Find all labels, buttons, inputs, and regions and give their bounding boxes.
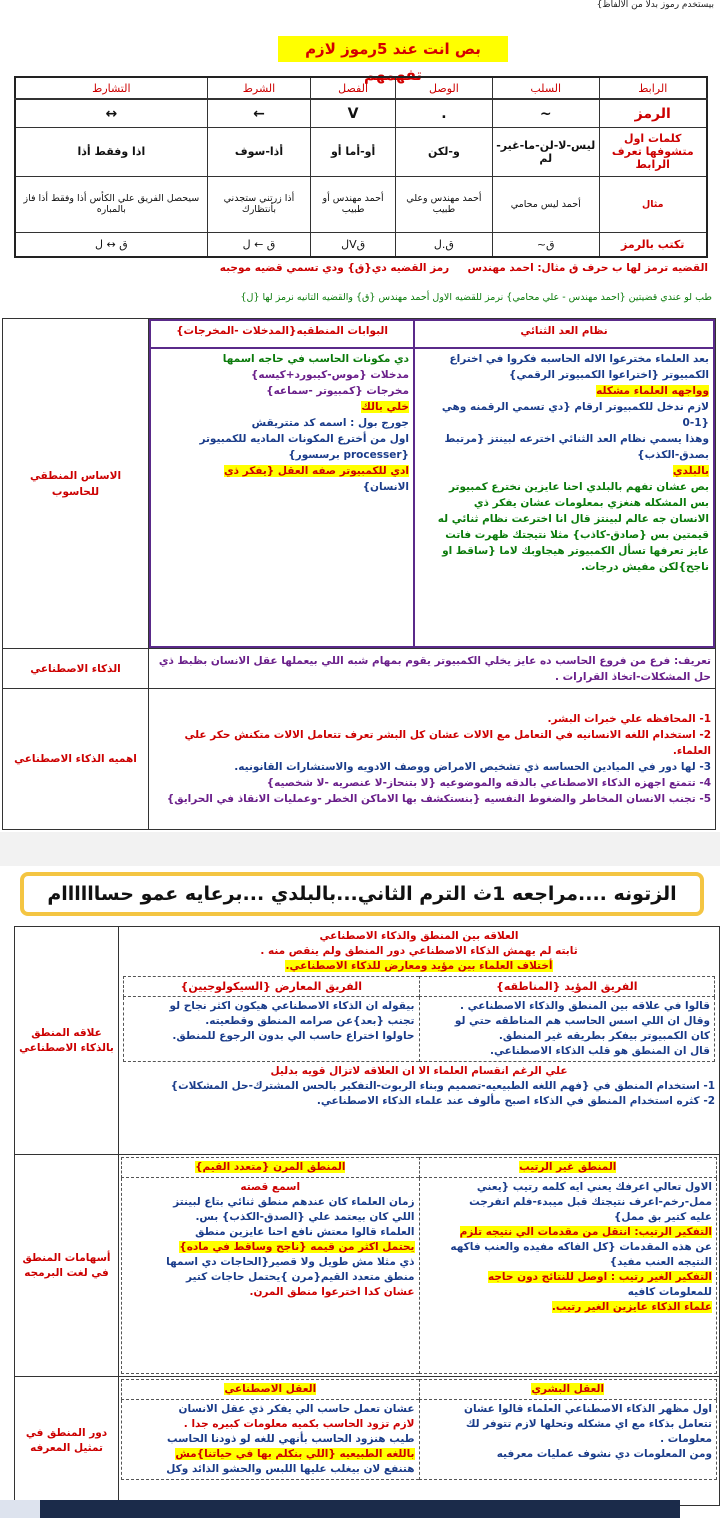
programming-body-row bbox=[122, 1178, 717, 1374]
text-line: لازم تزود الحاسب بكميه معلومات كبيره جدا . bbox=[183, 1418, 415, 1430]
fuzzy-logic-header: المنطق المرن {متعدد القيم} bbox=[122, 1158, 420, 1178]
text-line: دي مكونات الحاسب في حاجه اسمها bbox=[222, 353, 409, 365]
mind-label: دور المنطق في تمثيل المعرفه bbox=[15, 1377, 119, 1506]
text-line: الكمبيوتر {اختراعوا الكمبيوتر الرقمي} bbox=[508, 369, 709, 381]
top-note bbox=[6, 0, 714, 24]
importance-item: 2- استخدام اللغه الانسانيه في التعامل مع الالات عشان كل البشر تعرف تتعامل الالات متكنش حكر علي العلماء. bbox=[184, 729, 711, 757]
non-monotonic-text bbox=[419, 1178, 717, 1374]
symbol-cell: V bbox=[311, 99, 396, 127]
highlight-line: باللغه الطبيعيه {اللي بنكلم بها في حياتنا}مش bbox=[175, 1448, 415, 1460]
text-line: {processer برسسور} bbox=[288, 449, 409, 461]
logic-basis-table bbox=[2, 318, 716, 830]
highlight-line: بالبلدي bbox=[672, 465, 709, 477]
example-cell: أحمد ليس محامي bbox=[492, 176, 599, 233]
keywords-row bbox=[15, 128, 707, 177]
row-label: تكتب بالرمز bbox=[599, 233, 707, 257]
row-label: كلمات اول متشوفها تعرف الرابط bbox=[599, 128, 707, 177]
mind-row bbox=[15, 1377, 720, 1506]
text-line: بص عشان تفهم بالبلدي احنا عايزين نخترع كمبيوتر bbox=[448, 481, 709, 493]
text-line: عايز تعرفها تسأل الكمبيوتر هيجاوبك لاما {ساقط او bbox=[442, 545, 709, 557]
text-line: علي الرغم انقسام العلماء الا ان العلاقه لاتزال قويه بدليل bbox=[270, 1065, 568, 1077]
importance-item: 5- تجنب الانسان المخاطر والضغوط النفسيه {بنستكشف بها الاماكن الخطر -وعمليات الانقاذ في الحرايق} bbox=[166, 793, 711, 805]
header-cell: الشرط bbox=[207, 77, 311, 99]
header-cell: التشارط bbox=[15, 77, 207, 99]
text-line: منطق متعدد القيم{مرن }يحتمل حاجات كتير bbox=[186, 1271, 415, 1283]
text-line: عشان تعمل حاسب الي يفكر ذي عقل الانسان bbox=[178, 1403, 415, 1415]
relation-content bbox=[119, 927, 720, 1155]
ai-importance-label: اهميه الذكاء الاصطناعي bbox=[3, 689, 149, 830]
text-line: مدخلات {موس-كيبورد+كيسه} bbox=[250, 369, 409, 381]
artificial-mind-text bbox=[122, 1400, 420, 1480]
binary-content bbox=[149, 319, 716, 649]
notation-cell: ق ↔ ل bbox=[15, 233, 207, 257]
highlight-line: علماء الذكاء عايزين الغير رتيب. bbox=[551, 1301, 712, 1313]
symbols-table bbox=[14, 76, 708, 258]
text-line: 1- استخدام المنطق في {فهم اللغه الطبيعيه-تصميم وبناء الربوت-التفكير بالحس المشترك-حل المشكلات} bbox=[170, 1080, 715, 1092]
highlight-line: ادي للكمبيوتر صفه العقل {يفكر ذي bbox=[224, 465, 409, 477]
top-note-line: بيستخدم رموز بدلا من الالفاظ} bbox=[596, 0, 714, 10]
programming-header-row bbox=[122, 1158, 717, 1178]
text-line: جورج بول : اسمه كد متتريقش bbox=[251, 417, 409, 429]
con-team-header: الفريق المعارض {السيكولوجيين} bbox=[124, 977, 420, 997]
symbols-row bbox=[15, 99, 707, 127]
ai-label: الذكاء الاصطناعي bbox=[3, 649, 149, 689]
row-label: الرمز bbox=[599, 99, 707, 127]
binary-header-row bbox=[150, 320, 714, 348]
proposition-note-a: القضيه ترمز لها ب حرف ق مثال: احمد مهندس bbox=[467, 262, 708, 274]
section-title-review: الزتونه ....مراجعه 1ث الترم الثاني...بالبلدي ...برعايه عمو حساااااام bbox=[20, 872, 704, 916]
notation-cell: قVل bbox=[311, 233, 396, 257]
bottom-bar-edge bbox=[0, 1500, 40, 1518]
text-line: الانسان} bbox=[362, 481, 409, 493]
text-line: معلومات . bbox=[660, 1433, 712, 1445]
text-line: قيمتين بس {صادق-كاذب} مثلا نتيجتك ظهرت فاتت bbox=[445, 529, 709, 541]
text-line: الاول تعالي اعرفك يعني ايه كلمه رتيب {يعني bbox=[476, 1181, 712, 1193]
mind-content bbox=[119, 1377, 720, 1506]
human-mind-text bbox=[419, 1400, 717, 1480]
text-line: زمان العلماء كان عندهم منطق ثنائي بتاع لبينتز bbox=[173, 1196, 415, 1208]
binary-row bbox=[3, 319, 716, 649]
artificial-mind-header: العقل الاصطناعي bbox=[122, 1380, 420, 1400]
importance-item: 3- لها دور في الميادين الحساسه ذي تشخيص الامراض ووصف الادويه والاستشارات القانونيه. bbox=[234, 761, 711, 773]
text-line: قالوا في علاقه بين المنطق والذكاء الاصطناعي . bbox=[459, 1000, 710, 1012]
pro-team-text bbox=[419, 997, 715, 1062]
symbol-cell: ↔ bbox=[15, 99, 207, 127]
highlight-line: يحتمل اكثر من قيمه {ناجح وساقط في ماده} bbox=[179, 1241, 415, 1253]
text-line: قال ان المنطق هو قلب الذكاء الاصطناعي. bbox=[490, 1045, 710, 1057]
programming-row bbox=[15, 1155, 720, 1377]
text-line: لازم ندخل للكمبيوتر ارقام {دي تسمي الرقمنه وهي bbox=[441, 401, 709, 413]
proposition-note bbox=[8, 262, 708, 274]
ai-definition: تعريف: فرع من فروع الحاسب ده عايز يخلي الكمبيوتر يقوم بمهام شبه اللي بيعملها عقل الانسان بظبط ذي حل المشكلات-اتخاذ القرارات . bbox=[149, 649, 716, 689]
pro-team-header: الفريق المؤيد {المناطقه} bbox=[419, 977, 715, 997]
text-line: هتنفع لان بيغلب عليها اللبس والحشو الذائد وكل bbox=[166, 1463, 415, 1475]
relation-row bbox=[15, 927, 720, 1155]
text-line: 2- كثره استخدام المنطق في الذكاء اصبح مألوف عند علماء الذكاء الاصطناعي. bbox=[316, 1095, 715, 1107]
text-line: وقال ان اللي اسس الحاسب هم المناطقه حتي لو bbox=[454, 1015, 710, 1027]
binary-inner-table bbox=[149, 319, 715, 648]
highlight-line: التفكير الرتيب: انتقل من مقدمات الي نتيجه تلزم bbox=[459, 1226, 712, 1238]
text-line: ومن المعلومات دي نشوف عمليات معرفيه bbox=[496, 1448, 712, 1460]
binary-system-text bbox=[414, 348, 714, 647]
text-line: مخرجات {كمبيوتر -سماعه} bbox=[266, 385, 409, 397]
fuzzy-logic-text bbox=[122, 1178, 420, 1374]
section-title-symbols: بص انت عند 5رموز لازم تفهمهم bbox=[278, 36, 508, 62]
header-cell: السلب bbox=[492, 77, 599, 99]
example-cell: أحمد مهندس وعلي طبيب bbox=[395, 176, 492, 233]
page-divider bbox=[0, 832, 720, 866]
text-line: عليه كتير بق ممل} bbox=[613, 1211, 712, 1223]
text-line: حاولوا اختراع حاسب الي بدون الرجوع للمنطق. bbox=[172, 1030, 415, 1042]
non-monotonic-header: المنطق غير الرتيب bbox=[419, 1158, 717, 1178]
row-label: مثال bbox=[599, 176, 707, 233]
review-table bbox=[14, 926, 720, 1506]
programming-inner-table bbox=[121, 1157, 717, 1374]
binary-body-row bbox=[150, 348, 714, 647]
text-line: النتيجه العنب مفيد} bbox=[609, 1256, 712, 1268]
proposition-note-b: رمز القضيه دي{ق} ودي تسمي قضيه موجبه bbox=[219, 262, 450, 274]
text-line: وهذا يسمي نظام العد الثنائي اخترعه لبينتز {مرتبط bbox=[444, 433, 709, 445]
ai-importance-row bbox=[3, 689, 716, 830]
text-line: بس المشكله هنغزي بمعلومات عشان يفكر ذي bbox=[473, 497, 709, 509]
mind-body-row bbox=[122, 1400, 717, 1480]
symbol-cell: ~ bbox=[492, 99, 599, 127]
notation-row bbox=[15, 233, 707, 257]
header-cell: الفصل bbox=[311, 77, 396, 99]
text-line: الانسان جه عالم لبينتز قال انا اخترعت نظام ثنائي له bbox=[437, 513, 709, 525]
text-line: ذي مثلا مش طويل ولا قصير{الحاجات دي اسمها bbox=[166, 1256, 415, 1268]
pro-con-body-row bbox=[124, 997, 715, 1062]
logic-basis-label: الاساس المنطقي للحاسوب bbox=[3, 319, 149, 649]
symbols-header-row bbox=[15, 77, 707, 99]
pro-con-header-row bbox=[124, 977, 715, 997]
symbol-cell: . bbox=[395, 99, 492, 127]
text-line: طيب هنزود الحاسب بأنهي للغه لو ذودنا الحاسب bbox=[167, 1433, 415, 1445]
logic-gates-header: البوابات المنطقيه{المدخلات -المخرجات} bbox=[150, 320, 414, 348]
pro-con-table bbox=[123, 976, 715, 1062]
text-line: ثابته لم يهمش الذكاء الاصطناعي دور المنطق ولم ينقص منه . bbox=[260, 945, 578, 957]
text-line: عشان كدا اخترعوا منطق المرن. bbox=[249, 1286, 415, 1298]
mind-header-row bbox=[122, 1380, 717, 1400]
two-propositions-note: طب لو عندي قضيتين {احمد مهندس - علي محامي} نرمز للقضيه الاول أحمد مهندس {ق} والقضيه التانيه نرمز لها {ل} bbox=[240, 292, 712, 303]
programming-content bbox=[119, 1155, 720, 1377]
keyword-cell: ليس-لا-لن-ما-غير-لم bbox=[492, 128, 599, 177]
text-line: للمعلومات كافيه bbox=[627, 1286, 712, 1298]
text-line: اللي كان بيعتمد علي {الصدق-الكذب} بس. bbox=[195, 1211, 415, 1223]
text-line: كان الكمبيوتر بيفكر بطريقه غير المنطق. bbox=[498, 1030, 710, 1042]
human-mind-header: العقل البشري bbox=[419, 1380, 717, 1400]
keyword-cell: اذا وفقط أذا bbox=[15, 128, 207, 177]
importance-item: 4- تتمتع اجهزه الذكاء الاصطناعي بالدقه والموضوعيه {لا بتنحاز-لا عنصريه -لا شخصيه} bbox=[266, 777, 711, 789]
mind-inner-table bbox=[121, 1379, 717, 1480]
symbol-cell: ← bbox=[207, 99, 311, 127]
text-line: اول من أخترع المكونات الماديه للكمبيوتر bbox=[199, 433, 409, 445]
text-line: بعد العلماء مخترعوا الاله الحاسبه فكروا في اختراع bbox=[449, 353, 709, 365]
keyword-cell: أو-أما أو bbox=[311, 128, 396, 177]
text-line: اول مظهر الذكاء الاصطناعي العلماء قالوا عشان bbox=[463, 1403, 712, 1415]
text-line: تتعامل بذكاء مع اي مشكله وتحلها لازم تتوفر لك bbox=[465, 1418, 712, 1430]
bottom-bar bbox=[40, 1500, 680, 1518]
ai-definition-row bbox=[3, 649, 716, 689]
notation-cell: ق ← ل bbox=[207, 233, 311, 257]
text-line: بيقوله ان الذكاء الاصطناعي هيكون اكثر نجاح لو bbox=[169, 1000, 415, 1012]
programming-label: أسهامات المنطق في لغت البرمجه bbox=[15, 1155, 119, 1377]
text-line: تجنب {بعد}عن صرامه المنطق وقطعيته. bbox=[205, 1015, 415, 1027]
example-cell: أذا زرتني ستجدني بأنتظارك bbox=[207, 176, 311, 233]
text-line: بصدق-الكذب} bbox=[637, 449, 709, 461]
highlight-line: أختلاف العلماء بين مؤيد ومعارض للذكاء الاصطناعي. bbox=[285, 960, 553, 972]
text-line: ناجح}لكن مفيش درجات. bbox=[581, 561, 709, 573]
notation-cell: ق.ل bbox=[395, 233, 492, 257]
notation-cell: ق~ bbox=[492, 233, 599, 257]
keyword-cell: أذا-سوف bbox=[207, 128, 311, 177]
logic-gates-text bbox=[150, 348, 414, 647]
importance-item: 1- المحافظه علي خبرات البشر. bbox=[547, 713, 711, 725]
binary-system-header: نظام العد الثنائي bbox=[414, 320, 714, 348]
text-line: عن هذه المقدمات {كل الفاكه مفيده والعنب فاكهه bbox=[450, 1241, 712, 1253]
highlight-line: وواجهه العلماء مشكله bbox=[596, 385, 709, 397]
ai-importance-list bbox=[149, 689, 716, 830]
example-cell: أحمد مهندس أو طبيب bbox=[311, 176, 396, 233]
highlight-line: خلي بالك bbox=[361, 401, 409, 413]
examples-row bbox=[15, 176, 707, 233]
relation-label: علاقه المنطق بالذكاء الاصطناعي bbox=[15, 927, 119, 1155]
highlight-line: التفكير الغير رتيب : اوصل للنتائج دون حاجه bbox=[488, 1271, 712, 1283]
text-line: ممل-رخم-اعرف نتيجتك قبل ميبدء-فلم اتفرجت bbox=[469, 1196, 712, 1208]
header-cell: الرابط bbox=[599, 77, 707, 99]
text-line: {0-1 bbox=[682, 417, 709, 429]
text-line: العلماء قالوا معتش نافع احنا عايزين منطق bbox=[195, 1226, 415, 1238]
example-cell: سيحصل الفريق علي الكأس أذا وفقط أذا فاز بالمباره bbox=[15, 176, 207, 233]
con-team-text bbox=[124, 997, 420, 1062]
header-cell: الوصل bbox=[395, 77, 492, 99]
relation-header: العلاقه بين المنطق والذكاء الاصطناعي bbox=[319, 930, 519, 942]
text-line: اسمع قصته bbox=[240, 1181, 301, 1193]
keyword-cell: و-لكن bbox=[395, 128, 492, 177]
